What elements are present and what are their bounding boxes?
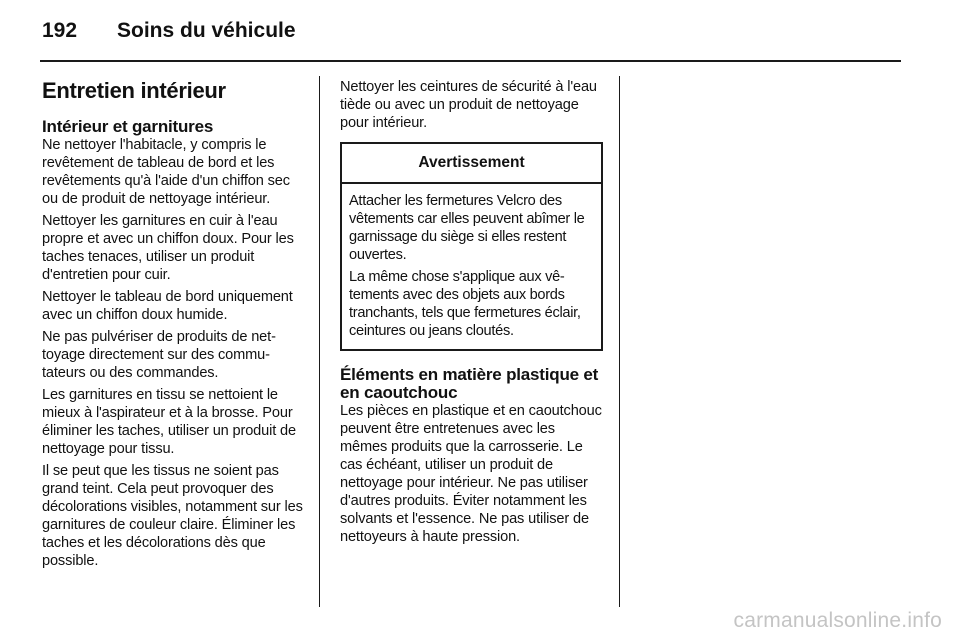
interior-paragraph: Nettoyer le tableau de bord uniquement avec un chiffon doux humide. — [42, 289, 293, 323]
interior-paragraph: Il se peut que les tissus ne soient pas grand teint. Cela peut provoquer des décolorations visibles, notamment sur les garnitures de couleur claire. Éliminer les taches et les décolorations dès que possible. — [42, 463, 303, 569]
interior-paragraph: Ne pas pulvériser de produits de nettoyage directement sur des commutateurs ou des commandes. — [42, 329, 276, 381]
section-title: Entretien intérieur — [42, 78, 226, 103]
warning-box — [340, 142, 603, 351]
interior-paragraph: Les garnitures en tissu se nettoient le mieux à l'aspirateur et à la brosse. Pour éliminer les taches, utiliser un produit de nettoyage pour tissu. — [42, 387, 296, 457]
warning-paragraph: La même chose s'applique aux vêtements avec des objets aux bords tranchants, tels que fermetures éclair, ceintures ou jeans cloutés. — [349, 269, 581, 339]
warning-body — [342, 184, 601, 349]
plastic-paragraph: Les pièces en plastique et en caoutchouc peuvent être entretenues avec les mêmes produits que la carrosserie. Le cas échéant, utiliser un produit de nettoyage pour intérieur. Ne pas utiliser d'autres produits. Éviter notamment les solvants et l'essence. Ne pas utiliser de nettoyeurs à haute pression. — [340, 403, 602, 545]
column-middle — [340, 78, 605, 550]
warning-title: Avertissement — [342, 144, 601, 184]
warning-paragraph: Attacher les fermetures Velcro des vêtements car elles peuvent abîmer le garnissage du siège si elles restent ouvertes. — [349, 193, 585, 263]
interior-paragraph: Nettoyer les garnitures en cuir à l'eau propre et avec un chiffon doux. Pour les taches tenaces, utiliser un produit d'entretien pour cuir. — [42, 213, 294, 283]
interior-heading: Intérieur et garnitures — [42, 117, 214, 136]
watermark: carmanualsonline.info — [733, 609, 942, 632]
plastic-heading: Éléments en matière plastique et en caoutchouc — [340, 365, 599, 402]
page-header-title: Soins du véhicule — [117, 19, 296, 42]
header-rule — [40, 60, 901, 62]
page-number: 192 — [42, 19, 78, 42]
column-divider-right — [619, 76, 620, 607]
column-left — [42, 78, 306, 574]
belts-paragraph: Nettoyer les ceintures de sécurité à l'eau tiède ou avec un produit de nettoyage pour intérieur. — [340, 79, 597, 131]
interior-paragraph: Ne nettoyer l'habitacle, y compris le revêtement de tableau de bord et les revêtements qu'à l'aide d'un chiffon sec ou de produit de nettoyage intérieur. — [42, 137, 290, 207]
column-divider-left — [319, 76, 320, 607]
